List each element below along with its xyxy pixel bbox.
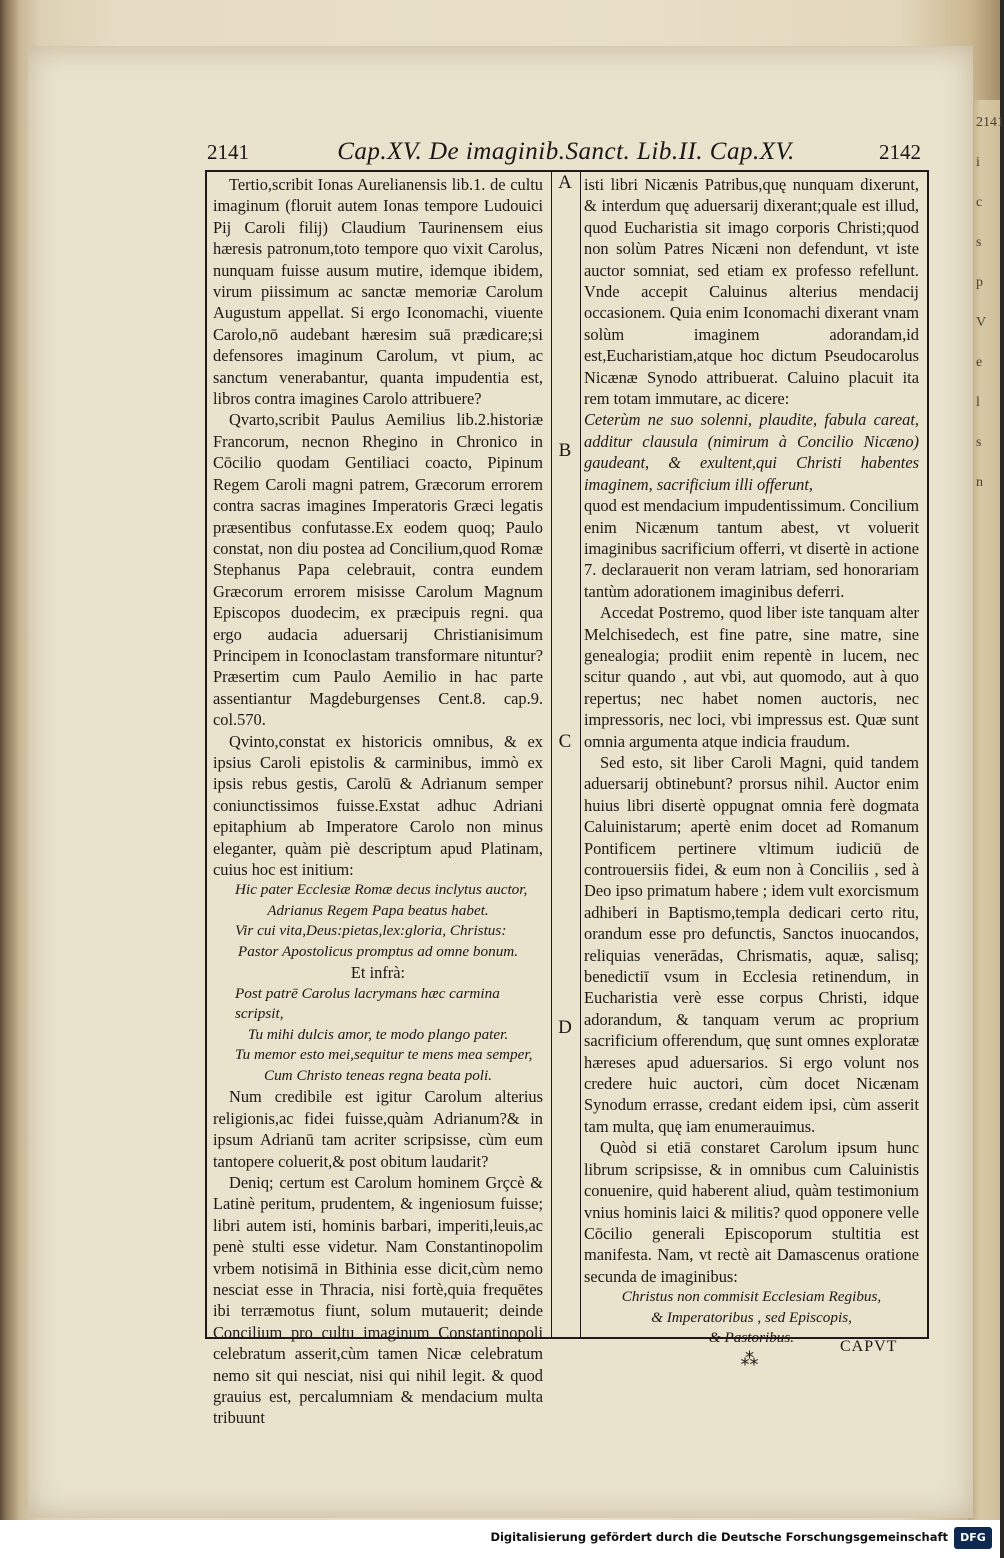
paragraph: Tertio,scribit Ionas Aurelianensis lib.1. de cultu imaginum (floruit autem Ionas tempore Ludouici Pij Caroli filij) Claudium Taurinensem eius hæresis patronum,toto tempore quo vixit Carolus, nunquam fuisse ausum mutire, idemque ibidem, virum piissimum ac sanctæ memoriæ Carolum Augustum appellat. Si ergo Iconomachi, viuente Carolo,nō audebant hæresim suā prædicare;si defensores imaginum Carolum, vt pium, ac sanctum venerabantur, quanta impudentia est, libros contra imagines Carolo attribuere? — [213, 175, 543, 409]
edge-glyph: l — [976, 395, 980, 410]
ornament-icon: ⁂ — [740, 1348, 763, 1369]
epitaph-line: Cum Christo teneas regna beata poli. — [263, 1066, 493, 1084]
running-title: Cap.XV. De imaginib.Sanct. Lib.II. Cap.XV. — [337, 138, 795, 165]
final-quote-line: Christus non commisit Ecclesiam Regibus, — [621, 1288, 882, 1306]
final-quote-line: & Pastoribus. — [708, 1329, 795, 1347]
paragraph: Qvinto,constat ex historicis omnibus, & ex ipsius Caroli epistolis & carminibus, immò ex ipsis rebus gestis, Carolū & Adrianum semper coniunctissimos fuisse.Exstat adhuc Adriani epitaphium ab Imperatore Carolo non minus eleganter, quàm piè descriptum apud Platinam, cuius hoc est initium: — [213, 731, 543, 879]
catchword: CAPVT — [840, 1338, 898, 1355]
column-rule-right — [580, 172, 581, 1337]
margin-letter-a: A — [558, 172, 572, 193]
epitaph-line: Post patrē Carolus lacrymans hæc carmina scripsit, — [235, 984, 500, 1023]
epitaph-line: Pastor Apostolicus promptus ad omne bonum. — [237, 942, 519, 960]
digitization-footer — [0, 1520, 1000, 1558]
epitaph-line: Vir cui vita,Deus:pietas,lex:gloria, Christus: — [235, 922, 507, 940]
edge-glyph: s — [976, 435, 982, 450]
margin-letter-c: C — [558, 731, 572, 752]
page-number-left: 2141 — [207, 140, 249, 164]
epitaph-line: Adrianus Regem Papa beatus habet. — [267, 901, 489, 919]
page-number-right: 2142 — [879, 140, 921, 164]
quotation: Ceterùm ne suo solenni, plaudite, fabula careat, additur clausula (nimirum à Concilio Nicæno) gaudeant, & exultent,qui Christi habentes imaginem, sacrificium illi offerunt, — [584, 410, 919, 494]
final-quote-line: & Imperatoribus , sed Episcopis, — [651, 1308, 852, 1326]
edge-glyph: e — [976, 355, 983, 370]
et-infra: Et infrà: — [350, 963, 406, 983]
edge-glyph: p — [976, 275, 983, 290]
paragraph: Sed esto, sit liber Caroli Magni, quid tandem aduersarij obtinebunt? prorsus nihil. Auctor enim huius libri disertè oppugnat omnia ferè dogmata Caluinistarum; apertè enim docet ad Romanum Pontificem pertinere vltimum iudiciū de controuersiis fidei, & eum non à Conciliis , sed à Deo ipso primatum habere ; idem vult exorcismum adhiberi in Baptismo,templa dedicari certo ritu, orandum esse pro defunctis, Sanctos inuocandos, reliquias venerādas, Chrismatis, aquæ, salisq; benedictiī vsum in Ecclesia retinendum, in Eucharistia verè esse corpus Christi, idque adorandum, & tanquam verum ac proprium sacrificium offerendum, quę sunt omnes exploratæ hæreses apud aduersarios. Si ergo volunt nos credere huic auctori, cùm docet Nicænam Synodum errasse, credant eidem ipsi, cùm asserit tam multa, quę iam enumerauimus. — [584, 752, 919, 1136]
paragraph: quod est mendacium impudentissimum. Concilium enim Nicænum tantum abest, vt voluerit imaginibus sacrificium offerri, vt disertè in actione 7. declarauerit non veram latriam, sed honorariam tantùm adorationem imaginibus deferri. — [584, 496, 919, 601]
epitaph-line: Tu memor esto mei,sequitur te mens mea semper, — [235, 1046, 533, 1064]
paragraph: Accedat Postremo, quod liber iste tanquam alter Melchisedech, est fine patre, sine matre, sine genealogia; prodiit enim repentè in lucem, nec scitur quando , aut vbi, aut quomodo, aut à quo repertus; nec habet nomen auctoris, nec impressoris, nec loci, vbi impressus est. Quæ sunt omnia argumenta atque indicia fraudum. — [584, 603, 919, 751]
paragraph: Deniq; certum est Carolum hominem Grçcè & Latinè peritum, prudentem, & ingeniosum fuisse; libri autem isti, hominis barbari, imperiti,leuis,ac penè stulti esse videtur. Nam Constantinopolim vrbem notisimā in Bithinia esse dicit,cùm nemo nesciat esse in Thracia, nisi fortè,quia frequētes ibi terræmotus fiunt, solum mutauerit; deinde Concilium pro cultu imaginum Constantinopoli celebratum asserit,cùm tamen Nicæ celebratum nemo sit qui nesciat, nisi qui nihil legit. & quod grauius est, percalumniam & mendacium multa tribuunt — [213, 1172, 543, 1428]
margin-letter-d: D — [558, 1017, 572, 1038]
edge-glyph: V — [976, 315, 987, 330]
epitaph-line: Hic pater Ecclesiæ Romæ decus inclytus auctor, — [235, 881, 528, 899]
paragraph: isti libri Nicænis Patribus,quę nunquam dixerunt, & interdum quę aduersarij dixerant;quale est illud, quod Eucharistia sit imago corporis Christi;quod non solùm Patres Nicæni non defendunt, vt iste auctor somniat, sed etiam ex professo refellunt. Vnde accepit Caluinus alterius mendacij occasionem. Quia enim Iconomachi dixerant vnam solùm imaginem adorandam,id est,Eucharistiam,atque hoc dictum Pseudocarolus Nicænæ Synodo attribuerat. Caluino placuit ita rem totam immutare, ac dicere: — [584, 175, 919, 409]
edge-glyph: n — [976, 475, 983, 490]
dfg-logo-icon: DFG — [954, 1527, 992, 1549]
edge-glyph: c — [976, 195, 983, 210]
left-column — [213, 174, 543, 1429]
column-rule-left — [551, 172, 552, 1337]
paragraph: Quòd si etiā constaret Carolum ipsum hunc librum scripsisse, & in omnibus cum Caluinistis conuenire, quid haberent aliud, quàm testimonium vnius hominis laici & militis? quod opponere velle Cōcilio generali Episcoporum stultitia est manifesta. Nam, vt rectè ait Damascenus oratione secunda de imaginibus: — [584, 1138, 919, 1286]
right-column — [584, 174, 919, 1370]
running-header — [205, 138, 927, 168]
epitaph-line: Tu mihi dulcis amor, te modo plango pater. — [247, 1025, 509, 1043]
funding-credit: Digitalisierung gefördert durch die Deutsche Forschungsgemeinschaft — [490, 1530, 948, 1544]
edge-glyph: s — [976, 235, 982, 250]
margin-letter-b: B — [558, 440, 572, 461]
edge-glyph: 2141 — [976, 115, 1004, 130]
paragraph: Qvarto,scribit Paulus Aemilius lib.2.historiæ Francorum, necnon Rhegino in Chronico in Cōcilio quodam Gentiliaci coacto, Pipinum Regem Caroli magni patrem, Græcorum errorem contra sacras imagines Imperatoris Græci legatis præsentibus confutasse.Ex eodem quoq; Paulo constat, non diu postea ad Concilium,quod Romæ Stephanus Papa celebrauit, contra eundem Græcorum errorem misisse Carolum Magnum Episcopos duodecim, ex præcipuis regni. qua ergo audacia aduersarij Christianisimum Principem in Iconoclastam transformare nituntur? Præsertim cum Paulo Aemilio in hac parte assentiantur Magdeburgenses Cent.8. cap.9. col.570. — [213, 410, 543, 730]
edge-glyph: i — [976, 155, 980, 170]
paragraph: Num credibile est igitur Carolum alterius religionis,ac fidei fuisse,quàm Adrianum?& in ipsum Adrianū tam acriter scripsisse, cùm eum tantopere coluerit,& post obitum laudarit? — [213, 1087, 543, 1171]
